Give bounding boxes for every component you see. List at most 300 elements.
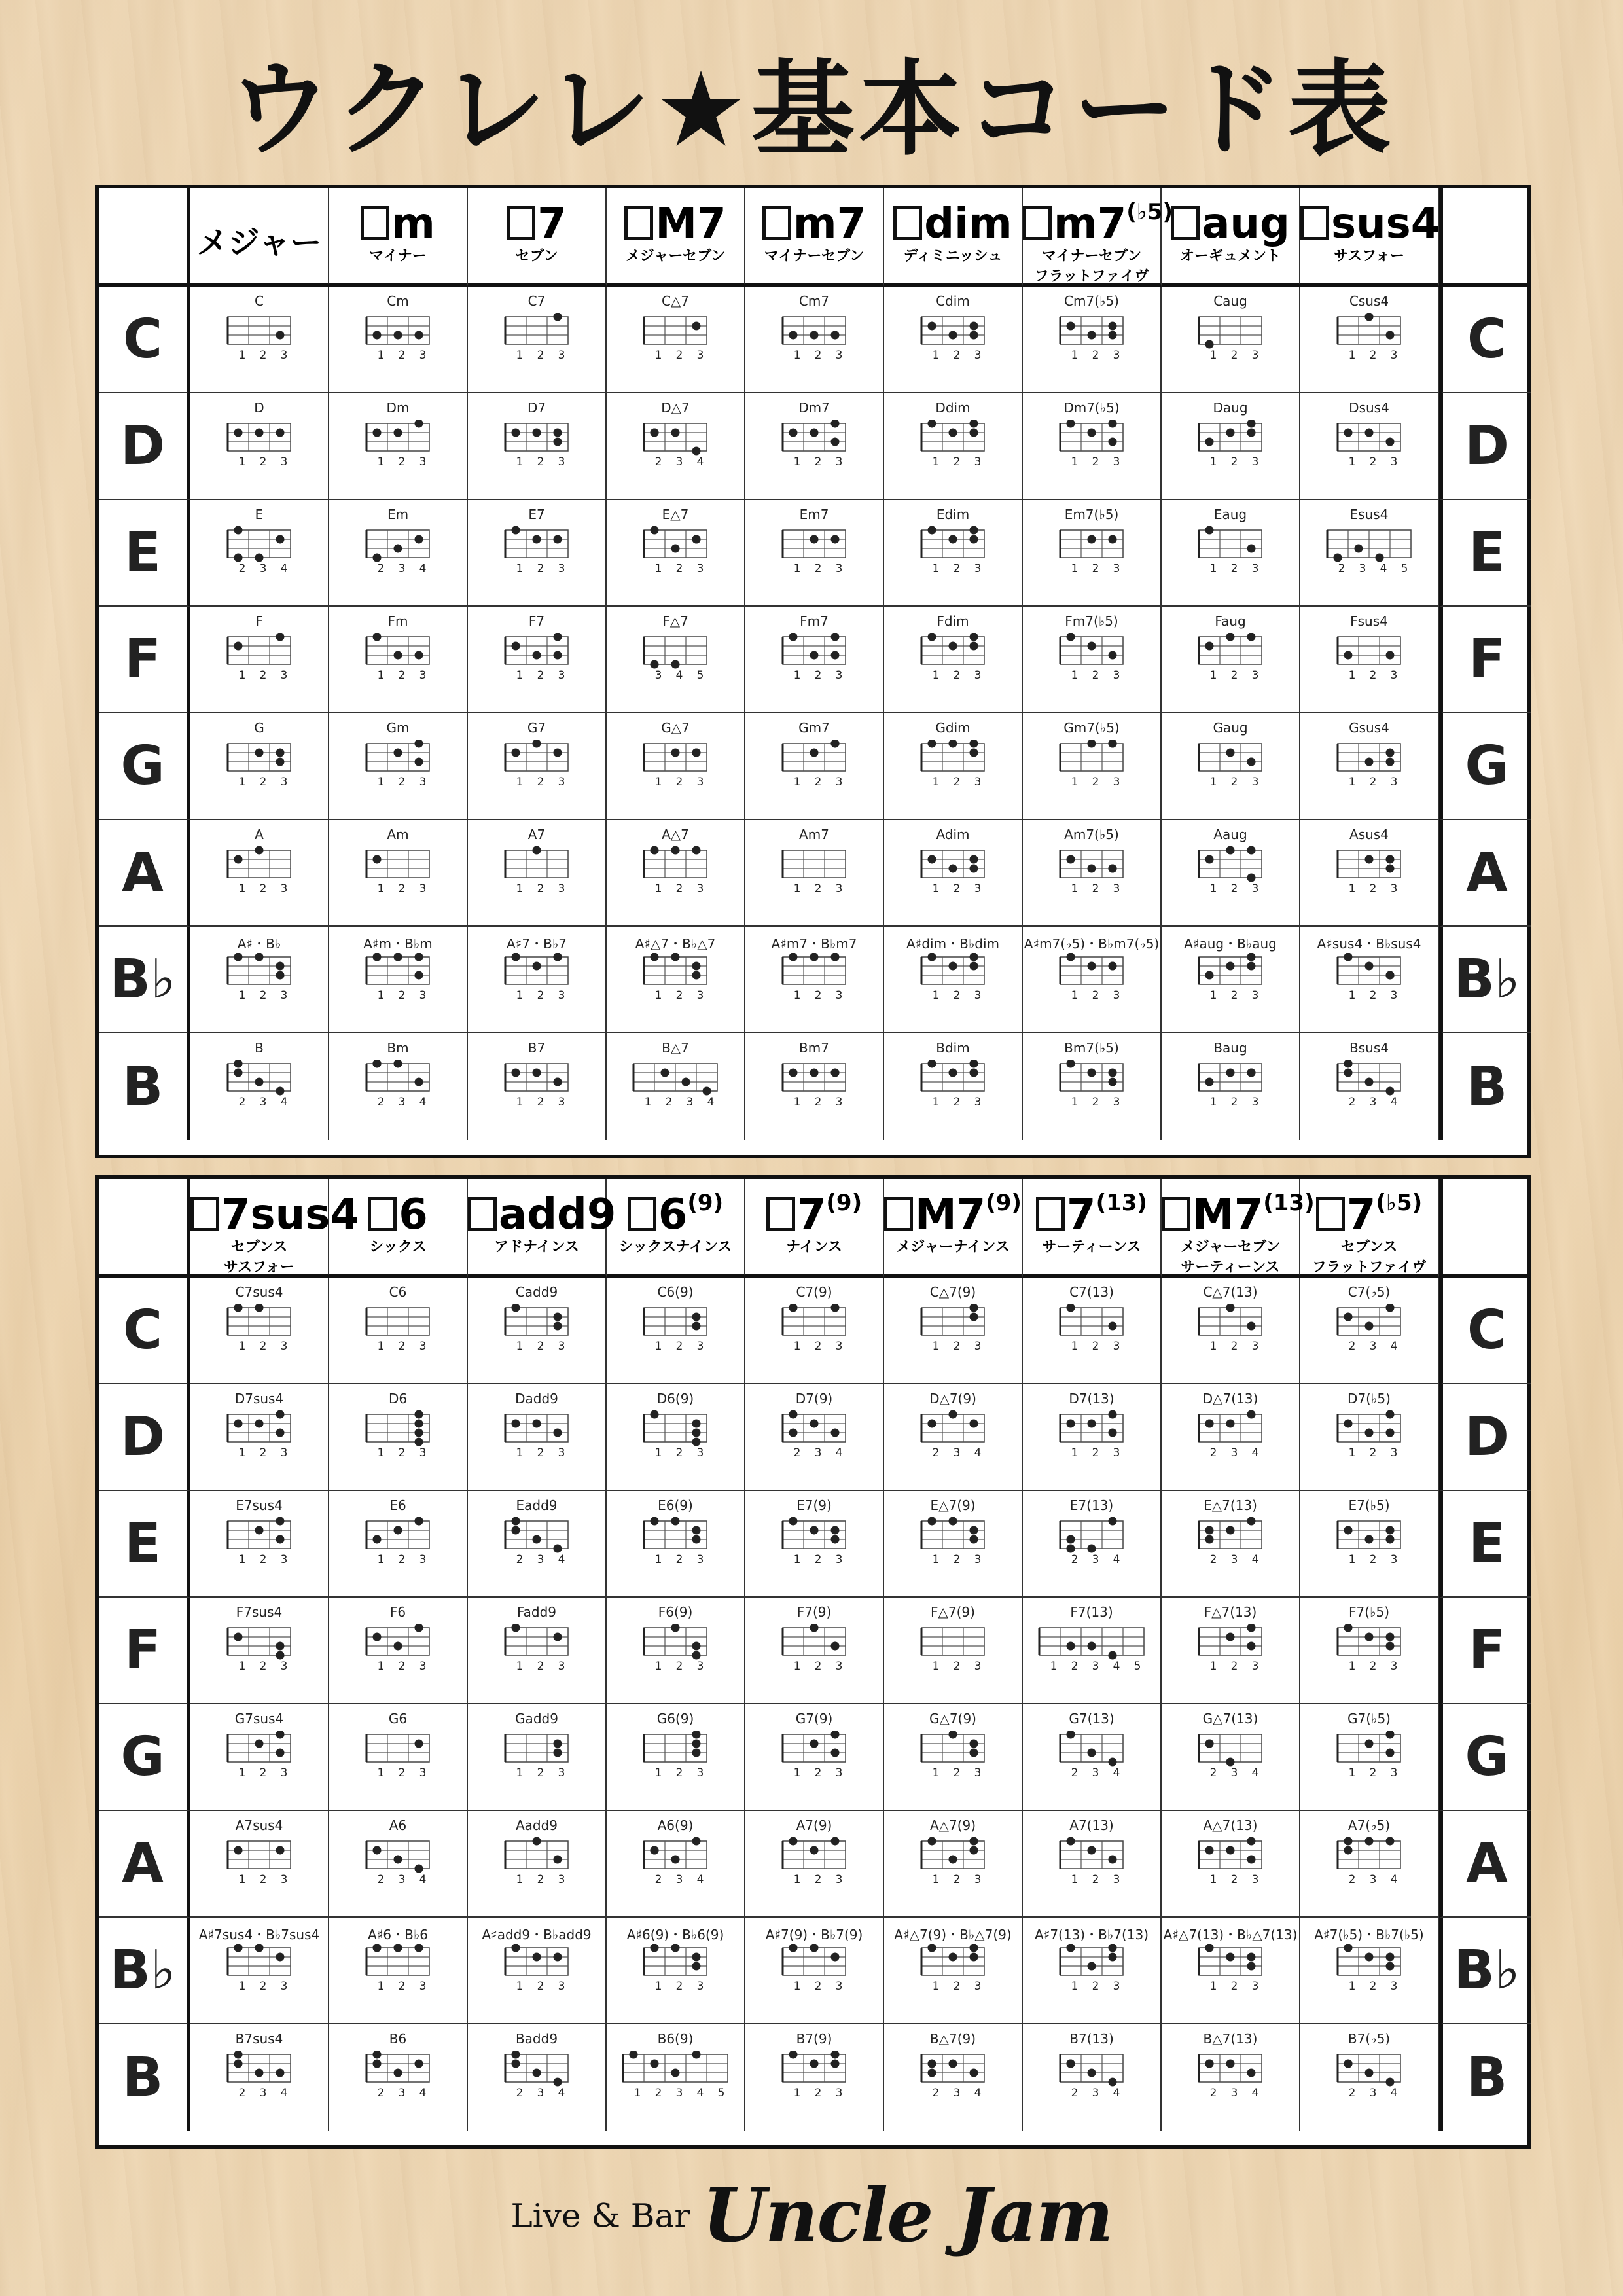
chord-diagram: [1189, 420, 1272, 473]
finger-dot: [1365, 758, 1374, 766]
chord-cell: [468, 287, 607, 393]
finger-dot: [1355, 545, 1363, 553]
chord-diagram: [634, 526, 717, 580]
finger-dot: [415, 1420, 423, 1428]
finger-dot: [970, 962, 978, 971]
finger-dot: [255, 749, 264, 757]
finger-dot: [1067, 1642, 1075, 1651]
finger-dot: [373, 1060, 382, 1068]
finger-dot: [1386, 1953, 1395, 1962]
finger-dot: [970, 1740, 978, 1748]
finger-dot: [1067, 2060, 1075, 2068]
fret-number: 1: [1209, 456, 1217, 469]
fret-number: 3: [675, 2087, 683, 2100]
fret-number: 3: [974, 882, 982, 895]
chord-name: E△7(9): [930, 1498, 976, 1513]
fret-number: 1: [932, 1873, 940, 1886]
chord-name: G7: [527, 720, 546, 736]
finger-dot: [1344, 1526, 1353, 1535]
title-text-1: ウクレレ: [228, 50, 655, 170]
fret-number: 1: [1209, 989, 1217, 1002]
fret-number: 1: [1348, 1446, 1356, 1460]
fret-number: 1: [516, 1446, 524, 1460]
fret-number: 2: [259, 776, 267, 789]
finger-dot: [512, 1944, 520, 1952]
fret-number: 3: [1092, 2087, 1099, 2100]
chord-diagram: [634, 1410, 717, 1464]
fret-number: 2: [675, 1446, 683, 1460]
fret-number: 1: [516, 562, 524, 575]
chord-diagram: [912, 1060, 994, 1113]
finger-dot: [554, 1953, 562, 1962]
chord-diagram: [634, 1624, 717, 1677]
chord-cell: [468, 1491, 607, 1598]
chord-name: A♯add9・B♭add9: [482, 1927, 592, 1943]
finger-dot: [671, 429, 680, 437]
fret-number: 1: [793, 349, 801, 362]
fretboard: [1338, 1628, 1400, 1655]
fret-number: 1: [377, 882, 385, 895]
fretboard: [1199, 1414, 1262, 1442]
fret-number: 3: [280, 776, 288, 789]
chord-name: A♯・B♭: [237, 936, 281, 952]
fret-number: 3: [1251, 1660, 1259, 1673]
chord-name: A♯sus4・B♭sus4: [1317, 936, 1421, 952]
fret-number: 3: [1092, 1553, 1099, 1566]
chord-name: B7: [527, 1040, 546, 1056]
fret-number: 3: [953, 1446, 961, 1460]
fret-number: 3: [259, 562, 267, 575]
fret-number: 3: [835, 562, 843, 575]
finger-dot: [394, 1856, 402, 1864]
root-placeholder-box: [1300, 206, 1329, 240]
fret-number: 1: [932, 776, 940, 789]
chord-cell: [1300, 820, 1439, 927]
fret-number: 1: [377, 456, 385, 469]
corner-cell: [99, 1179, 190, 1278]
fret-number: 3: [696, 1340, 704, 1353]
column-header: [1162, 188, 1300, 287]
chord-name: A♯m7・B♭m7: [771, 936, 857, 952]
fret-number: 3: [835, 1980, 843, 1993]
finger-dot: [1067, 322, 1075, 331]
chord-cell: [190, 1384, 329, 1491]
fret-number: 2: [238, 1096, 246, 1109]
chord-name: A♯7sus4・B♭7sus4: [198, 1927, 320, 1943]
finger-dot: [831, 2060, 840, 2068]
finger-dot: [789, 633, 798, 641]
chord-diagram: [357, 846, 439, 900]
root-label-right: D: [1439, 1384, 1531, 1491]
fret-number: 3: [1251, 562, 1259, 575]
finger-dot: [255, 1078, 264, 1086]
fret-number: 3: [1251, 989, 1259, 1002]
fret-number: 3: [1230, 2087, 1238, 2100]
chord-cell: [745, 1033, 884, 1140]
finger-dot: [1205, 2060, 1214, 2068]
finger-dot: [970, 1420, 978, 1428]
finger-dot: [394, 953, 402, 961]
fret-number: 1: [516, 669, 524, 682]
root-label-right: F: [1439, 607, 1531, 713]
chord-name: G6(9): [656, 1711, 694, 1727]
chord-name: Bm7(♭5): [1064, 1040, 1119, 1056]
fret-number: 2: [377, 1096, 385, 1109]
fret-number: 3: [974, 989, 982, 1002]
fret-number: 2: [675, 989, 683, 1002]
fret-number: 3: [835, 456, 843, 469]
chord-diagram: [357, 1837, 439, 1891]
fret-number: 2: [398, 669, 406, 682]
root-label-right: E: [1439, 500, 1531, 607]
finger-dot: [651, 2060, 659, 2068]
chord-diagram: [218, 1624, 300, 1677]
chord-grid-extended: [99, 1179, 1531, 2131]
fret-number: 2: [953, 1873, 961, 1886]
finger-dot: [415, 1078, 423, 1086]
chord-cell: [190, 820, 329, 927]
column-header-label: メジャー: [196, 224, 322, 261]
fret-number: 2: [1092, 669, 1099, 682]
chord-cell: [884, 1598, 1023, 1704]
chord-cell: [190, 287, 329, 393]
chord-diagram: [1189, 2051, 1272, 2104]
fretboard: [1060, 2054, 1123, 2082]
chord-name: E7: [528, 507, 545, 522]
fretboard: [1338, 957, 1400, 984]
finger-dot: [651, 953, 659, 961]
chord-name: E7(♭5): [1348, 1498, 1390, 1513]
finger-dot: [928, 1420, 936, 1428]
fret-number: 3: [259, 1096, 267, 1109]
column-header-label: m: [329, 203, 467, 245]
chord-name: F7sus4: [236, 1604, 283, 1620]
finger-dot: [692, 1526, 701, 1535]
fret-number: 2: [1348, 1873, 1356, 1886]
fretboard: [366, 744, 429, 771]
chord-cell: [884, 393, 1023, 500]
finger-dot: [1247, 1642, 1256, 1651]
fret-number: 2: [398, 1553, 406, 1566]
chord-cell: [1162, 393, 1300, 500]
finger-dot: [1226, 749, 1235, 757]
chord-cell: [1023, 1033, 1162, 1140]
fret-number: 1: [1071, 882, 1079, 895]
chord-diagram: [218, 420, 300, 473]
chord-name: Cm7: [798, 293, 830, 309]
column-header-label: m7: [745, 203, 883, 245]
finger-dot: [554, 1740, 562, 1748]
fret-number: 3: [1390, 776, 1398, 789]
chord-name: G7(9): [795, 1711, 833, 1727]
fret-number: 2: [1230, 882, 1238, 895]
chord-name: Dm: [386, 400, 410, 416]
chord-diagram: [1328, 846, 1410, 900]
fret-number: 3: [696, 882, 704, 895]
finger-dot: [1247, 1837, 1256, 1846]
fret-number: 2: [537, 669, 544, 682]
finger-dot: [415, 1944, 423, 1952]
fret-number: 1: [654, 882, 662, 895]
chord-cell: [1162, 820, 1300, 927]
fret-number: 2: [675, 562, 683, 575]
chord-cell: [1162, 607, 1300, 713]
finger-dot: [692, 846, 701, 855]
fret-number: 4: [419, 2087, 427, 2100]
finger-dot: [1376, 554, 1384, 562]
fretboard: [1199, 1841, 1262, 1869]
finger-dot: [1247, 1069, 1256, 1077]
finger-dot: [810, 749, 819, 757]
finger-dot: [373, 1535, 382, 1544]
live-bar-text: Live & Bar: [510, 2197, 690, 2235]
finger-dot: [1365, 1535, 1374, 1544]
column-header-label: $m7^{(♭5)}$: [1023, 203, 1160, 245]
chord-cell: [1162, 927, 1300, 1033]
finger-dot: [533, 535, 541, 544]
finger-dot: [949, 1517, 957, 1526]
chord-name: B7(9): [796, 2031, 832, 2047]
fret-number: 4: [1390, 1340, 1398, 1353]
fret-number: 3: [419, 669, 427, 682]
fretboard: [783, 2054, 846, 2082]
fret-number: 3: [558, 776, 565, 789]
finger-dot: [810, 331, 819, 340]
fret-number: 1: [1348, 1660, 1356, 1673]
finger-dot: [671, 1856, 680, 1864]
chord-cell: [1023, 1811, 1162, 1918]
finger-dot: [394, 1642, 402, 1651]
chord-cell: [468, 393, 607, 500]
chord-diagram: [912, 420, 994, 473]
finger-dot: [415, 1624, 423, 1632]
finger-dot: [928, 1060, 936, 1068]
chord-cell: [745, 393, 884, 500]
finger-dot: [415, 1438, 423, 1446]
column-header: [329, 1179, 468, 1278]
fretboard: [1060, 1734, 1123, 1762]
chord-name: F6: [389, 1604, 406, 1620]
chord-diagram: [773, 740, 855, 793]
finger-dot: [1088, 535, 1096, 544]
finger-dot: [810, 1624, 819, 1632]
finger-dot: [831, 1953, 840, 1962]
chord-cell: [1023, 1704, 1162, 1811]
fretboard: [228, 2054, 291, 2082]
fret-number: 3: [835, 1767, 843, 1780]
chord-name: Cm: [387, 293, 409, 309]
finger-dot: [692, 1731, 701, 1739]
chord-name: A: [255, 827, 264, 842]
fretboard: [1338, 1308, 1400, 1335]
fret-number: 2: [814, 562, 822, 575]
finger-dot: [1109, 1429, 1117, 1437]
chord-name: E7(13): [1069, 1498, 1114, 1513]
finger-dot: [1334, 554, 1342, 562]
fret-number: 4: [280, 1096, 288, 1109]
chord-diagram: [912, 1517, 994, 1571]
finger-dot: [1365, 1740, 1374, 1748]
fret-number: 1: [1209, 669, 1217, 682]
finger-dot: [554, 1856, 562, 1864]
chord-cell: [884, 287, 1023, 393]
fret-number: 2: [537, 1873, 544, 1886]
fret-number: 1: [238, 1980, 246, 1993]
fret-number: 3: [1251, 776, 1259, 789]
chord-cell: [1162, 1033, 1300, 1140]
chord-diagram: [495, 2051, 578, 2104]
finger-dot: [554, 651, 562, 660]
chord-name: G△7: [661, 720, 690, 736]
finger-dot: [692, 1642, 701, 1651]
finger-dot: [1205, 1846, 1214, 1855]
finger-dot: [1088, 1962, 1096, 1971]
fret-number: 1: [793, 669, 801, 682]
finger-dot: [1067, 1535, 1075, 1544]
fret-number: 3: [953, 2087, 961, 2100]
fret-number: 3: [814, 1446, 822, 1460]
finger-dot: [692, 1313, 701, 1321]
finger-dot: [512, 642, 520, 651]
chord-cell: [884, 1704, 1023, 1811]
root-label-right: A: [1439, 820, 1531, 927]
fret-number: 4: [1113, 1767, 1120, 1780]
finger-dot: [692, 1535, 701, 1544]
chord-cell: [1300, 1384, 1439, 1491]
fretboard: [1199, 1521, 1262, 1549]
fret-number: 3: [974, 1980, 982, 1993]
finger-dot: [789, 429, 798, 437]
fretboard: [1338, 1414, 1400, 1442]
root-label-left: G: [99, 1704, 190, 1811]
finger-dot: [831, 1526, 840, 1535]
chord-cell: [190, 713, 329, 820]
fretboard: [921, 850, 984, 878]
finger-dot: [1386, 1749, 1395, 1757]
fretboard: [505, 1064, 568, 1091]
fret-number: 1: [932, 349, 940, 362]
fret-number: 3: [280, 669, 288, 682]
finger-dot: [789, 1837, 798, 1846]
finger-dot: [1109, 322, 1117, 331]
fret-number: 1: [1209, 562, 1217, 575]
chord-name: G7(13): [1069, 1711, 1115, 1727]
column-header-reading: セブン: [515, 248, 558, 264]
fret-number: 1: [516, 1660, 524, 1673]
fret-number: 4: [1390, 1096, 1398, 1109]
finger-dot: [1344, 1944, 1353, 1952]
chord-name: E△7: [662, 507, 689, 522]
finger-dot: [831, 740, 840, 748]
finger-dot: [1226, 1846, 1235, 1855]
chord-diagram: [1189, 1410, 1272, 1464]
finger-dot: [949, 535, 957, 544]
chord-name: D6(9): [656, 1391, 694, 1407]
column-header-superscript: (9): [687, 1190, 724, 1216]
root-placeholder-box: [1162, 1197, 1190, 1231]
chord-cell: [329, 1491, 468, 1598]
finger-dot: [1386, 1526, 1395, 1535]
fret-number: 3: [419, 456, 427, 469]
fret-number: 2: [259, 669, 267, 682]
finger-dot: [928, 420, 936, 428]
fret-number: 1: [793, 989, 801, 1002]
finger-dot: [1226, 1069, 1235, 1077]
finger-dot: [789, 1069, 798, 1077]
chord-diagram: [495, 953, 578, 1007]
finger-dot: [1109, 740, 1117, 748]
fret-number: 2: [259, 882, 267, 895]
chord-cell: [468, 1278, 607, 1384]
column-header-reading: フラットファイヴ: [1311, 1259, 1427, 1276]
finger-dot: [1247, 1322, 1256, 1331]
finger-dot: [415, 331, 423, 340]
chord-cell: [607, 1491, 745, 1598]
fret-number: 1: [516, 456, 524, 469]
chord-diagram: [1317, 526, 1421, 580]
fret-number: 1: [654, 1660, 662, 1673]
chord-diagram: [912, 953, 994, 1007]
chord-name: F7(9): [796, 1604, 832, 1620]
chord-cell: [607, 927, 745, 1033]
chord-name: Aaug: [1213, 827, 1247, 842]
finger-dot: [533, 1535, 541, 1544]
chord-cell: [1300, 1491, 1439, 1598]
fret-number: 2: [537, 562, 544, 575]
finger-dot: [234, 554, 243, 562]
finger-dot: [1226, 1420, 1235, 1428]
fret-number: 1: [238, 349, 246, 362]
chord-diagram: [1050, 953, 1133, 1007]
finger-dot: [928, 1944, 936, 1952]
chord-diagram: [1050, 1837, 1133, 1891]
chord-diagram: [1328, 1517, 1410, 1571]
root-label-right: B♭: [1439, 1918, 1531, 2024]
root-label-left: B: [99, 2024, 190, 2131]
chord-diagram: [1050, 1517, 1133, 1571]
finger-dot: [554, 1749, 562, 1757]
chord-name: Cm7(♭5): [1064, 293, 1119, 309]
finger-dot: [831, 535, 840, 544]
finger-dot: [1365, 1078, 1374, 1086]
chord-diagram: [634, 740, 717, 793]
chord-diagram: [357, 1624, 439, 1677]
chord-diagram: [912, 1410, 994, 1464]
chord-cell: [468, 1033, 607, 1140]
chord-name: C△7(9): [929, 1284, 976, 1300]
fretboard: [228, 1064, 291, 1091]
chord-name: Eaug: [1213, 507, 1247, 522]
fret-number: 3: [974, 456, 982, 469]
finger-dot: [1386, 438, 1395, 446]
finger-dot: [1109, 1856, 1117, 1864]
finger-dot: [512, 2060, 520, 2068]
fret-number: 3: [398, 2087, 406, 2100]
fret-number: 4: [558, 2087, 565, 2100]
fret-number: 4: [1251, 1446, 1259, 1460]
column-header-reading: メジャーナインス: [896, 1239, 1010, 1255]
finger-dot: [1088, 1545, 1096, 1553]
finger-dot: [394, 2069, 402, 2077]
fretboard: [366, 2054, 429, 2082]
fret-number: 1: [377, 776, 385, 789]
chord-diagram: [773, 1060, 855, 1113]
finger-dot: [1365, 313, 1374, 321]
chord-name: Gaug: [1213, 720, 1248, 736]
root-label-right: E: [1439, 1491, 1531, 1598]
fret-number: 3: [696, 1553, 704, 1566]
chord-diagram: [773, 1517, 855, 1571]
